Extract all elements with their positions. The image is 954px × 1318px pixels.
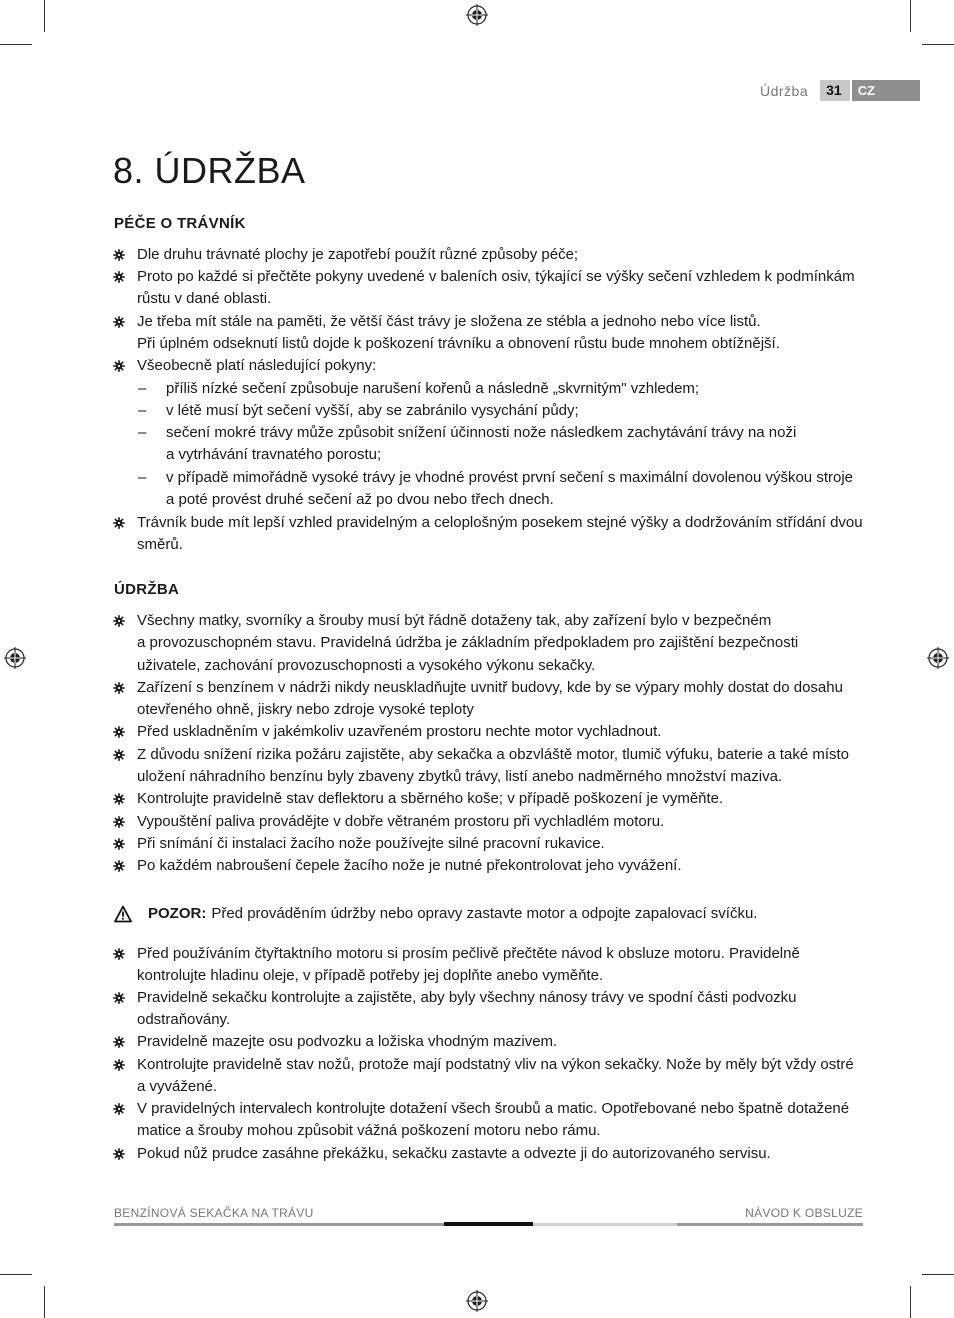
crop-mark (0, 1274, 32, 1275)
header-section-label: Údržba (760, 82, 809, 99)
list-item: Kontrolujte pravidelně stav deflektoru a sběrného koše; v případě poškození je vyměňte. (137, 788, 867, 810)
footer-rule (444, 1222, 533, 1226)
registration-mark-icon (466, 4, 488, 26)
bullet-icon (113, 721, 127, 743)
bullet-icon (113, 311, 127, 333)
page-title: 8. ÚDRŽBA (113, 150, 306, 191)
page-header (760, 80, 920, 101)
list-item: Při snímání či instalaci žacího nože používejte silné pracovní rukavice. (137, 833, 867, 855)
footer-product-name: BENZÍNOVÁ SEKAČKA NA TRÁVU (114, 1206, 314, 1220)
dash-list-item: – v případě mimořádně vysoké trávy je vhodné provést první sečení s maximální dovolenou výškou stroje a poté provést druhé sečení až po dvou nebo třech dnech. (138, 469, 853, 509)
crop-mark (922, 44, 954, 45)
warning-label: POZOR: (148, 905, 207, 922)
list-item: Zařízení s benzínem v nádrži nikdy neuskladňujte uvnitř budovy, kde by se výpary mohly dostat do dosahu otevřeného ohně, jiskry nebo zdroje vysoké teploty (137, 677, 867, 722)
bullet-icon (113, 677, 127, 699)
list-item: Dle druhu trávnaté plochy je zapotřebí použít různé způsoby péče; (137, 244, 867, 266)
list-item: Vypouštění paliva provádějte v dobře větraném prostoru při vychladlém motoru. (137, 811, 867, 833)
bullet-icon (113, 811, 127, 833)
bullet-icon (113, 833, 127, 855)
registration-mark-icon (927, 647, 949, 669)
footer-rule (114, 1223, 444, 1226)
list-item: Všeobecně platí následující pokyny: (137, 355, 867, 377)
list-item: Pravidelně mazejte osu podvozku a ložiska vhodným mazivem. (137, 1031, 867, 1053)
crop-mark (44, 1286, 45, 1318)
list-item: V pravidelných intervalech kontrolujte dotažení všech šroubů a matic. Opotřebované nebo špatně dotažené matice a šrouby mohou způsobit vážná poškození motoru nebo rámu. (137, 1098, 867, 1143)
language-badge: CZ (852, 80, 920, 101)
bullet-icon (113, 610, 127, 632)
footer-manual-label: NÁVOD K OBSLUZE (745, 1206, 863, 1220)
dash-list-item: – příliš nízké sečení způsobuje narušení kořenů a následně „skvrnitým" vzhledem; (138, 380, 700, 397)
section-heading-maintenance: ÚDRŽBA (114, 581, 180, 598)
bullet-icon (113, 1098, 127, 1120)
bullet-icon (113, 855, 127, 877)
warning-text: Před prováděním údržby nebo opravy zastavte motor a odpojte zapalovací svíčku. (211, 905, 758, 922)
crop-mark (44, 0, 45, 32)
crop-mark (922, 1274, 954, 1275)
bullet-icon (113, 355, 127, 377)
list-item: Pravidelně sekačku kontrolujte a zajistěte, aby byly všechny nánosy trávy ve spodní části podvozku odstraňovány. (137, 987, 867, 1032)
list-item: Před uskladněním v jakémkoliv uzavřeném prostoru nechte motor vychladnout. (137, 721, 867, 743)
crop-mark (910, 0, 911, 32)
dash-list-item: – sečení mokré trávy může způsobit snížení účinnosti nože následkem zachytávání trávy na noži a vytrhávání travnatého porostu; (138, 424, 797, 464)
bullet-icon (113, 987, 127, 1009)
bullet-icon (113, 1031, 127, 1053)
bullet-icon (113, 512, 127, 534)
section-heading-lawn-care: PÉČE O TRÁVNÍK (114, 215, 246, 232)
registration-mark-icon (466, 1290, 488, 1312)
bullet-icon (113, 788, 127, 810)
list-item: Po každém nabroušení čepele žacího nože je nutné překontrolovat jeho vyvážení. (137, 855, 867, 877)
warning-triangle-icon (114, 905, 132, 923)
list-item: Všechny matky, svorníky a šrouby musí být řádně dotaženy tak, aby zařízení bylo v bezpečném a provozuschopném stavu. Pravidelná údržba je základním předpokladem pro zajištění bezpečnosti uživatele, zachování provozuschopnosti a vysokého výkonu sekačky. (137, 610, 867, 677)
list-item: Pokud nůž prudce zasáhne překážku, sekačku zastavte a odvezte ji do autorizovaného servisu. (137, 1143, 867, 1165)
list-item: Kontrolujte pravidelně stav nožů, protože mají podstatný vliv na výkon sekačky. Nože by měly být vždy ostré a vyvážené. (137, 1054, 867, 1099)
page-number: 31 (820, 80, 850, 101)
list-item: Je třeba mít stále na paměti, že větší část trávy je složena ze stébla a jednoho nebo více listů. Při úplném odseknutí listů dojde k poškození trávníku a obnovení růstu bude mnohem obtížnější. (137, 311, 867, 356)
bullet-icon (113, 1054, 127, 1076)
registration-mark-icon (4, 647, 26, 669)
dash-list-item: – v létě musí být sečení vyšší, aby se zabránilo vysychání půdy; (138, 402, 579, 419)
list-item: Proto po každé si přečtěte pokyny uvedené v baleních osiv, týkající se výšky sečení vzhledem k podmínkám růstu v dané oblasti. (137, 266, 867, 311)
crop-mark (0, 44, 32, 45)
list-item: Z důvodu snížení rizika požáru zajistěte, aby sekačka a obzvláště motor, tlumič výfuku, baterie a také místo uložení náhradního benzínu byly zbaveny zbytků trávy, listí anebo nadměrného množství maziva. (137, 744, 867, 789)
list-item: Trávník bude mít lepší vzhled pravidelným a celoplošným posekem stejné výšky a dodržováním střídání dvou směrů. (137, 512, 867, 557)
bullet-icon (113, 1143, 127, 1165)
bullet-icon (113, 943, 127, 965)
warning-note (114, 903, 757, 925)
list-item: Před používáním čtyřtaktního motoru si prosím pečlivě přečtěte návod k obsluze motoru. Pravidelně kontrolujte hladinu oleje, v případě potřeby jej doplňte anebo vyměňte. (137, 943, 867, 988)
bullet-icon (113, 244, 127, 266)
bullet-icon (113, 744, 127, 766)
bullet-icon (113, 266, 127, 288)
footer-rule (677, 1223, 863, 1226)
crop-mark (910, 1286, 911, 1318)
footer-rule (533, 1223, 677, 1226)
